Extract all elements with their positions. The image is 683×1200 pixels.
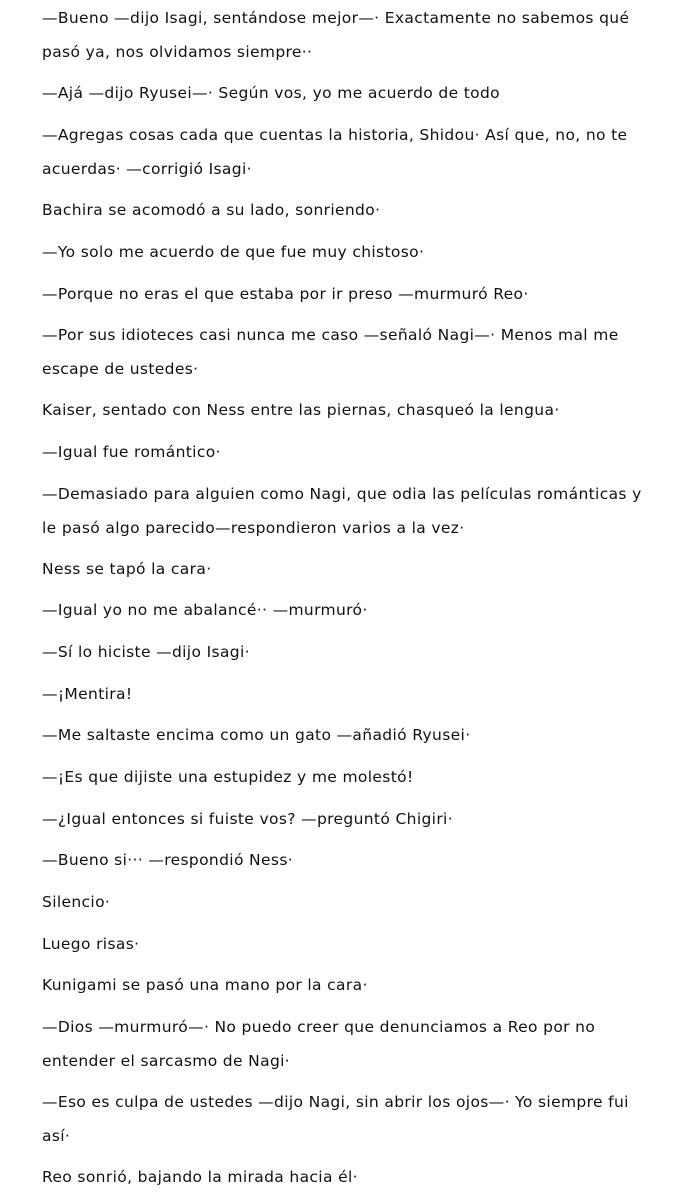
paragraph: Luego risas· <box>42 935 140 953</box>
paragraph: —Porque no eras el que estaba por ir preso —murmuró Reo· <box>42 285 529 303</box>
paragraph: —Bueno —dijo Isagi, sentándose mejor—· Exactamente no sabemos qué pasó ya, nos olvidamos siempre·· <box>42 9 630 61</box>
paragraph: —Por sus idioteces casi nunca me caso —señaló Nagi—· Menos mal me escape de ustedes· <box>42 326 619 378</box>
paragraph: —Sí lo hiciste —dijo Isagi· <box>42 643 250 661</box>
paragraph: —Eso es culpa de ustedes —dijo Nagi, sin abrir los ojos—· Yo siempre fui así· <box>42 1093 629 1145</box>
paragraph: —¡Es que dijiste una estupidez y me molestó! <box>42 768 414 786</box>
paragraph: —¿Igual entonces si fuiste vos? —preguntó Chigiri· <box>42 810 453 828</box>
paragraph: —Igual fue romántico· <box>42 443 221 461</box>
paragraph: —Yo solo me acuerdo de que fue muy chistoso· <box>42 243 425 261</box>
paragraph: —Igual yo no me abalancé·· —murmuró· <box>42 601 368 619</box>
paragraph: —Bueno si··· —respondió Ness· <box>42 851 294 869</box>
paragraph: Kaiser, sentado con Ness entre las piernas, chasqueó la lengua· <box>42 401 560 419</box>
paragraph: Kunigami se pasó una mano por la cara· <box>42 976 368 994</box>
paragraph: Reo sonrió, bajando la mirada hacia él· <box>42 1168 358 1186</box>
paragraph: Silencio· <box>42 893 111 911</box>
paragraph: —Ajá —dijo Ryusei—· Según vos, yo me acuerdo de todo <box>42 84 501 102</box>
paragraph: —Demasiado para alguien como Nagi, que odia las películas románticas y le pasó algo parecido—respondieron varios a la vez· <box>42 485 642 537</box>
paragraph: —Agregas cosas cada que cuentas la historia, Shidou· Así que, no, no te acuerdas· —corrigió Isagi· <box>42 126 628 178</box>
paragraph: —Me saltaste encima como un gato —añadió Ryusei· <box>42 726 471 744</box>
paragraph: —Dios —murmuró—· No puedo creer que denunciamos a Reo por no entender el sarcasmo de Nagi· <box>42 1018 596 1070</box>
paragraph: —¡Mentira! <box>42 685 133 703</box>
paragraph: Bachira se acomodó a su lado, sonriendo· <box>42 201 381 219</box>
paragraph: Ness se tapó la cara· <box>42 560 212 578</box>
